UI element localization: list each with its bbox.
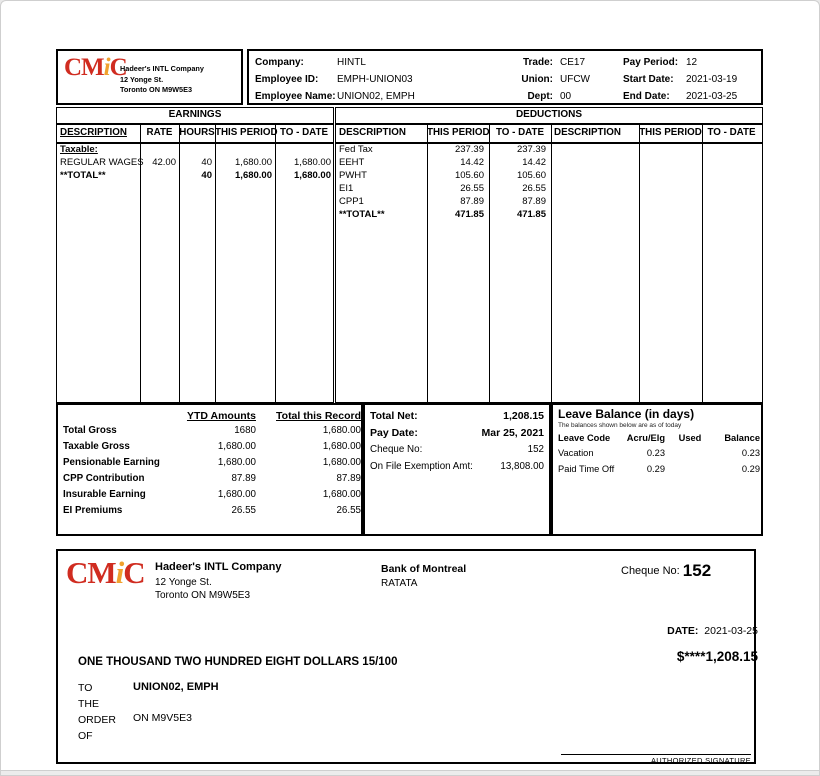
- ytd-row: [58, 424, 361, 438]
- leave-row: [553, 446, 761, 460]
- earnings-header-description: DESCRIPTION: [60, 127, 127, 138]
- company-field: [255, 56, 304, 71]
- payee-name: UNION02, EMPH: [133, 681, 219, 693]
- bank-name: Bank of Montreal: [381, 563, 467, 575]
- ytd-row-ytd: 1,680.00: [217, 441, 256, 452]
- ytd-row-ytd: 26.55: [231, 505, 256, 516]
- earnings-header-rate: RATE: [146, 127, 173, 138]
- earnings-row: [57, 143, 333, 156]
- earnings-total-label: **TOTAL**: [60, 170, 106, 181]
- deductions-header-this-period-1: THIS PERIOD: [427, 127, 490, 138]
- total-net-row: [370, 410, 544, 425]
- to-the-order-of-line: OF: [78, 730, 93, 742]
- pay-date-row: [370, 427, 544, 442]
- ytd-row-record: 1,680.00: [322, 425, 361, 436]
- deductions-band: DEDUCTIONS: [335, 107, 763, 124]
- employee-name-field: [255, 90, 336, 105]
- earnings-table: [56, 124, 334, 403]
- cheque-amount-words: ONE THOUSAND TWO HUNDRED EIGHT DOLLARS 15/100: [78, 656, 398, 668]
- earnings-row-description: Taxable:: [60, 144, 98, 155]
- dept-label: Dept:: [527, 91, 553, 102]
- cheque-date-line: [458, 625, 758, 637]
- earnings-total-hours: 40: [201, 170, 212, 181]
- cheque-date-label: DATE:: [667, 625, 699, 637]
- deduction-description: PWHT: [339, 170, 367, 181]
- ytd-row-label: Insurable Earning: [63, 489, 146, 500]
- pay-date-value: Mar 25, 2021: [481, 427, 544, 439]
- leave-balance-title: Leave Balance (in days): [558, 407, 695, 421]
- net-summary-box: [363, 403, 551, 536]
- cheque-company-name: Hadeer's INTL Company: [155, 561, 282, 573]
- end-date-label: End Date:: [623, 91, 670, 102]
- deduction-this-period: 237.39: [454, 144, 484, 155]
- deductions-header-to-date-2: TO - DATE: [707, 127, 756, 138]
- cheque-section: [56, 549, 756, 764]
- dept-value: 00: [560, 91, 572, 102]
- pay-period-label: Pay Period:: [623, 57, 679, 68]
- deductions-header-row: [336, 125, 762, 144]
- earnings-band: EARNINGS: [56, 107, 334, 124]
- employee-id-field: [255, 73, 318, 88]
- leave-row: [553, 462, 761, 476]
- ytd-row-label: EI Premiums: [63, 505, 123, 516]
- deductions-row: [336, 143, 762, 156]
- stub-company-box: [56, 49, 243, 105]
- company-value: HINTL: [337, 57, 366, 68]
- deduction-to-date: 105.60: [516, 170, 546, 181]
- end-date-value: 2021-03-25: [686, 91, 738, 102]
- to-the-order-of: [78, 680, 116, 744]
- deductions-row: [336, 182, 762, 195]
- stub-company-address1: 12 Yonge St.: [120, 74, 164, 84]
- earnings-header-row: [57, 125, 333, 144]
- exemption-value: 13,808.00: [500, 461, 544, 472]
- earnings-row-description: REGULAR WAGES: [60, 157, 144, 168]
- earnings-total-row: [57, 169, 333, 182]
- deductions-header-description-2: DESCRIPTION: [554, 127, 621, 138]
- ytd-amounts-header: YTD Amounts: [186, 410, 256, 422]
- stub-company-address2: Toronto ON M9W5E3: [120, 85, 193, 94]
- earnings-header-this-period: THIS PERIOD: [215, 127, 278, 138]
- ytd-row: [58, 488, 361, 502]
- ytd-row: [58, 504, 361, 518]
- ytd-row-ytd: 1,680.00: [217, 457, 256, 468]
- ytd-row-label: Pensionable Earning: [63, 457, 160, 468]
- ytd-header-row: [58, 409, 361, 423]
- employee-name-value: UNION02, EMPH: [337, 91, 415, 102]
- ytd-row-label: CPP Contribution: [63, 473, 145, 484]
- logo-cm: CM: [64, 54, 104, 81]
- stub-info-box: [247, 49, 763, 105]
- cheque-company-address2: Toronto ON M9W5E3: [155, 590, 251, 601]
- employee-name-label: Employee Name:: [255, 91, 336, 102]
- deduction-this-period: 14.42: [460, 157, 484, 168]
- earnings-row: [57, 156, 333, 169]
- start-date-value: 2021-03-19: [686, 74, 738, 85]
- page-bottom-edge: [1, 770, 820, 776]
- deductions-row: [336, 195, 762, 208]
- ytd-row-record: 1,680.00: [322, 489, 361, 500]
- deductions-total-row: [336, 208, 762, 221]
- ytd-row-record: 26.55: [336, 505, 361, 516]
- trade-value: CE17: [560, 57, 586, 68]
- earnings-row-rate: 42.00: [152, 157, 176, 168]
- balance-header: Balance: [724, 433, 760, 443]
- earnings-header-to-date: TO - DATE: [279, 127, 329, 138]
- cheque-number-label: Cheque No:: [621, 565, 680, 577]
- deduction-to-date: 87.89: [522, 196, 546, 207]
- logo-c: C: [109, 54, 127, 81]
- ytd-summary-box: [56, 403, 363, 536]
- trade-label: Trade:: [522, 57, 553, 68]
- leave-balance-subtitle: The balances shown below are as of today: [558, 422, 682, 429]
- earnings-row-to-date: 1,680.00: [294, 157, 331, 168]
- deductions-total-label: **TOTAL**: [339, 209, 385, 220]
- ytd-row-record: 1,680.00: [322, 457, 361, 468]
- deductions-total-to-date: 471.85: [516, 209, 546, 220]
- logo-cm: CM: [66, 555, 116, 590]
- to-the-order-of-line: THE: [78, 698, 99, 710]
- earnings-row-hours: 40: [201, 157, 212, 168]
- leave-balance-box: [551, 403, 763, 536]
- logo-i: i: [115, 555, 124, 590]
- earnings-total-this-period: 1,680.00: [235, 170, 272, 181]
- union-label: Union:: [521, 74, 553, 85]
- ytd-row: [58, 456, 361, 470]
- deduction-this-period: 105.60: [454, 170, 484, 181]
- total-net-label: Total Net:: [370, 410, 418, 422]
- leave-code: Vacation: [558, 448, 594, 458]
- deduction-this-period: 26.55: [460, 183, 484, 194]
- total-this-record-header: Total this Record: [276, 410, 361, 422]
- leave-balance-value: 0.29: [741, 464, 760, 474]
- ytd-row-ytd: 87.89: [231, 473, 256, 484]
- union-value: UFCW: [560, 74, 590, 85]
- leave-acru: 0.29: [646, 464, 665, 474]
- to-the-order-of-line: ORDER: [78, 714, 116, 726]
- leave-acru: 0.23: [646, 448, 665, 458]
- pay-period-value: 12: [686, 57, 698, 68]
- ytd-row-record: 87.89: [336, 473, 361, 484]
- cheque-no-value: 152: [527, 444, 544, 455]
- deductions-header-to-date-1: TO - DATE: [495, 127, 545, 138]
- total-net-value: 1,208.15: [503, 410, 544, 422]
- employee-id-label: Employee ID:: [255, 74, 319, 85]
- deductions-header-this-period-2: THIS PERIOD: [639, 127, 702, 138]
- logo-c: C: [123, 555, 145, 590]
- ytd-row-record: 1,680.00: [322, 441, 361, 452]
- ytd-row-label: Total Gross: [63, 425, 117, 436]
- deduction-this-period: 87.89: [460, 196, 484, 207]
- earnings-total-to-date: 1,680.00: [294, 170, 331, 181]
- acru-elg-header: Acru/Elg: [626, 433, 665, 443]
- payee-address: ON M9V5E3: [133, 712, 192, 724]
- ytd-row-ytd: 1,680.00: [217, 489, 256, 500]
- stub-company-address: [120, 64, 204, 96]
- cheque-no-row: [370, 444, 544, 459]
- used-header: Used: [678, 433, 702, 443]
- logo-i: i: [103, 54, 110, 81]
- authorized-signature-label: AUTHORIZED SIGNATURE: [650, 756, 751, 765]
- leave-code-header: Leave Code: [558, 433, 611, 443]
- ytd-row: [58, 472, 361, 486]
- deduction-description: EEHT: [339, 157, 365, 168]
- deduction-description: Fed Tax: [339, 144, 373, 155]
- leave-header-row: [553, 431, 761, 445]
- ytd-row-label: Taxable Gross: [63, 441, 130, 452]
- earnings-row-this-period: 1,680.00: [235, 157, 272, 168]
- deductions-row: [336, 156, 762, 169]
- deduction-to-date: 237.39: [516, 144, 546, 155]
- cmic-logo: [64, 55, 127, 80]
- deductions-row: [336, 169, 762, 182]
- ytd-row-ytd: 1680: [234, 425, 256, 436]
- ytd-row: [58, 440, 361, 454]
- stub-company-name: Hadeer's INTL Company: [120, 64, 204, 73]
- deduction-to-date: 14.42: [522, 157, 546, 168]
- deduction-to-date: 26.55: [522, 183, 546, 194]
- pay-date-label: Pay Date:: [370, 427, 418, 439]
- exemption-row: [370, 461, 544, 476]
- earnings-header-hours: HOURS: [179, 127, 215, 138]
- company-label: Company:: [255, 57, 304, 68]
- cheque-amount-numeric: $****1,208.15: [676, 649, 758, 664]
- cheque-number-value: 152: [682, 561, 712, 580]
- start-date-label: Start Date:: [623, 74, 674, 85]
- cheque-company-address1: 12 Yonge St.: [155, 577, 212, 588]
- cheque-number-line: [621, 561, 711, 581]
- deductions-total-this-period: 471.85: [454, 209, 484, 220]
- deduction-description: CPP1: [339, 196, 364, 207]
- exemption-label: On File Exemption Amt:: [370, 461, 473, 472]
- deductions-header-description-1: DESCRIPTION: [339, 127, 406, 138]
- signature-line: [561, 754, 751, 755]
- to-the-order-of-line: TO: [78, 682, 93, 694]
- cmic-logo-cheque: [66, 557, 145, 588]
- cheque-date-value: 2021-03-25: [704, 625, 758, 637]
- employee-id-value: EMPH-UNION03: [337, 74, 413, 85]
- cheque-no-label: Cheque No:: [370, 444, 423, 455]
- deduction-description: EI1: [339, 183, 354, 194]
- leave-balance-value: 0.23: [741, 448, 760, 458]
- bank-branch: RATATA: [381, 578, 418, 589]
- leave-code: Paid Time Off: [558, 464, 615, 474]
- deductions-table: [335, 124, 763, 403]
